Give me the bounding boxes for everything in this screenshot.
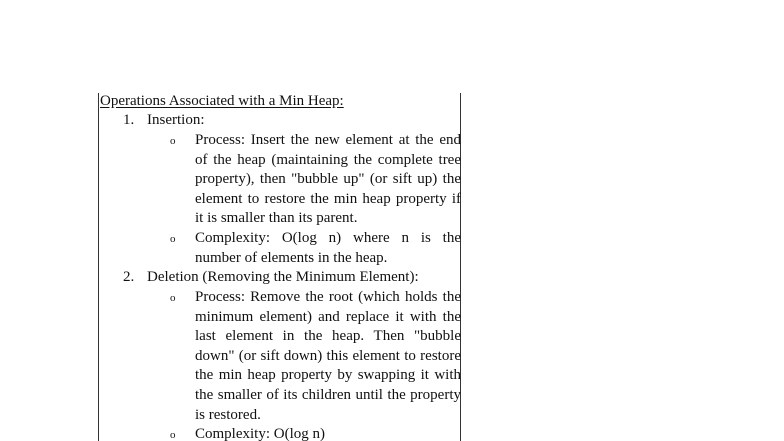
list-title-insertion: Insertion: xyxy=(147,112,205,128)
deletion-complexity-text: Complexity: O(log n) xyxy=(195,426,325,441)
bullet-marker: o xyxy=(170,233,176,245)
insertion-complexity-text: Complexity: O(log n) where n is the number of elements in the heap. xyxy=(195,230,461,266)
list-number-1: 1. xyxy=(123,112,135,128)
bullet-marker: o xyxy=(170,292,176,304)
bullet-marker: o xyxy=(170,135,176,147)
list-title-deletion: Deletion (Removing the Minimum Element): xyxy=(147,269,419,285)
deletion-process-text: Process: Remove the root (which holds the minimum element) and replace it with the last element in the heap. Then "bubble down" (or sift down) this element to restore the min heap property by swapping it with the smaller of its children until the property is restored. xyxy=(195,289,461,423)
section-heading: Operations Associated with a Min Heap: xyxy=(100,93,344,109)
list-number-2: 2. xyxy=(123,269,135,285)
bullet-marker: o xyxy=(170,429,176,441)
insertion-process-text: Process: Insert the new element at the end of the heap (maintaining the complete tree property), then "bubble up" (or sift up) the element to restore the min heap property if it is smaller than its parent. xyxy=(195,132,461,227)
